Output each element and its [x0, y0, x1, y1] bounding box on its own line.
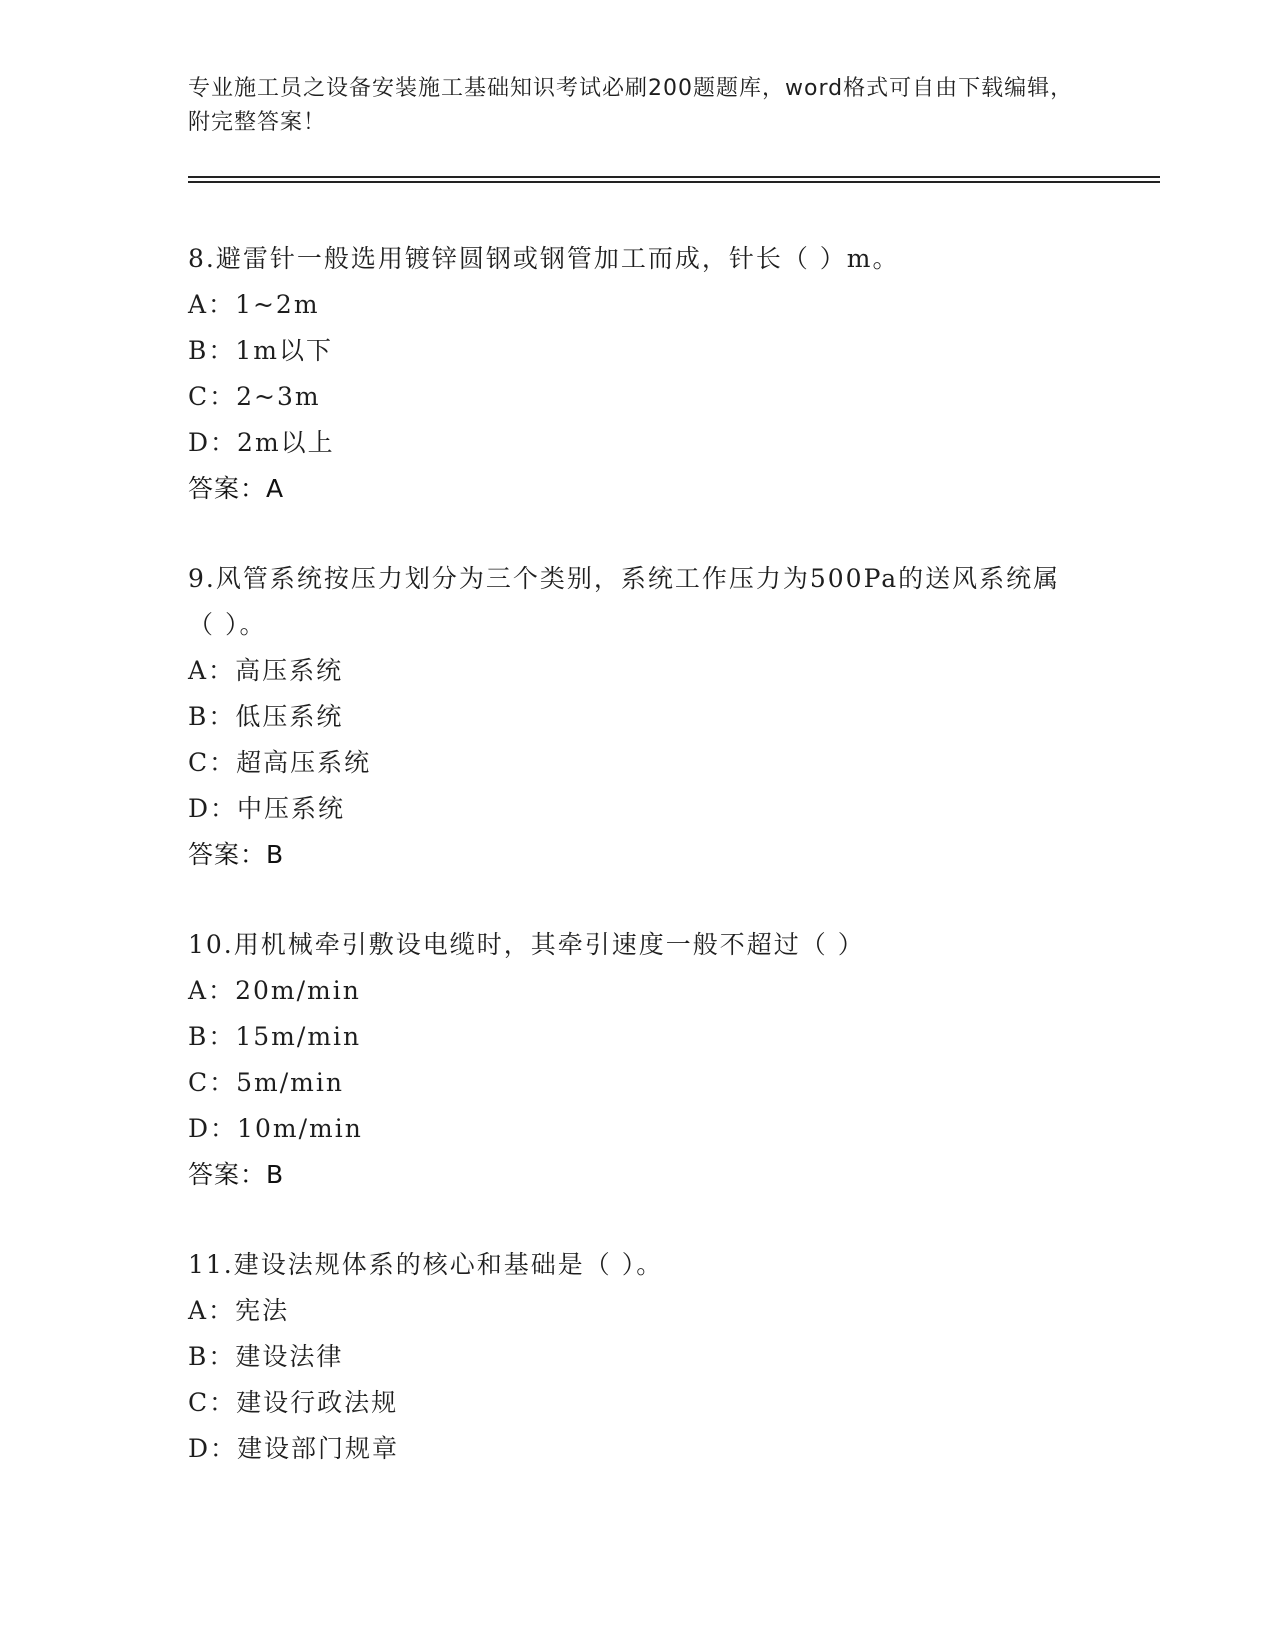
option-letter: C： [188, 1388, 237, 1417]
option-letter: B： [188, 336, 236, 365]
option-letter: D： [188, 794, 238, 823]
option-d [188, 786, 1088, 832]
option-letter: B： [188, 1342, 236, 1371]
option-letter: A： [188, 290, 236, 319]
option-a [188, 968, 1088, 1014]
option-text: 建设部门规章 [237, 1434, 400, 1463]
option-letter: C： [188, 1068, 237, 1097]
header-divider-top [188, 176, 1160, 178]
option-letter: A： [188, 1296, 236, 1325]
option-text: 宪法 [235, 1296, 290, 1325]
option-c [188, 374, 1088, 420]
question-stem: 8.避雷针一般选用镀锌圆钢或钢管加工而成，针长（ ）m。 [188, 244, 900, 273]
question-list [188, 236, 1088, 1516]
question-stem: 10.用机械牵引敷设电缆时，其牵引速度一般不超过（ ） [188, 930, 865, 959]
option-text: 建设法律 [235, 1342, 344, 1371]
document-header: 专业施工员之设备安装施工基础知识考试必刷200题题库，word格式可自由下载编辑，附完整答案！ [188, 76, 1074, 135]
option-letter: A： [188, 976, 236, 1005]
option-d [188, 1106, 1088, 1152]
option-letter: D： [188, 1114, 238, 1143]
option-a [188, 648, 1088, 694]
option-c [188, 1380, 1088, 1426]
option-c [188, 740, 1088, 786]
header-divider-bottom [188, 181, 1160, 183]
option-text: 10m/min [237, 1114, 363, 1143]
option-a [188, 1288, 1088, 1334]
option-b [188, 694, 1088, 740]
option-b [188, 1334, 1088, 1380]
option-letter: B： [188, 1022, 236, 1051]
option-text: 20m/min [235, 976, 361, 1005]
option-text: 超高压系统 [236, 748, 372, 777]
question-stem: 9.风管系统按压力划分为三个类别，系统工作压力为500Pa的送风系统属（ ）。 [188, 564, 1061, 639]
option-d [188, 420, 1088, 466]
option-text: 15m/min [235, 1022, 362, 1051]
option-letter: D： [188, 428, 238, 457]
question-item [188, 922, 1088, 1198]
question-item [188, 1242, 1088, 1472]
option-text: 中压系统 [237, 794, 346, 823]
option-c [188, 1060, 1088, 1106]
answer-line: 答案：B [188, 1160, 285, 1189]
option-d [188, 1426, 1088, 1472]
option-letter: C： [188, 382, 237, 411]
question-item [188, 556, 1088, 878]
option-text: 1m以下 [235, 336, 333, 365]
option-text: 低压系统 [235, 702, 344, 731]
option-b [188, 328, 1088, 374]
option-text: 建设行政法规 [236, 1388, 399, 1417]
option-letter: D： [188, 1434, 238, 1463]
answer-line: 答案：A [188, 474, 285, 503]
option-a [188, 282, 1088, 328]
option-letter: B： [188, 702, 236, 731]
option-b [188, 1014, 1088, 1060]
option-text: 2~3m [236, 382, 321, 411]
option-text: 高压系统 [235, 656, 344, 685]
option-text: 2m以上 [237, 428, 335, 457]
answer-line: 答案：B [188, 840, 285, 869]
question-stem: 11.建设法规体系的核心和基础是（ ）。 [188, 1250, 664, 1279]
option-letter: A： [188, 656, 236, 685]
option-text: 5m/min [236, 1068, 344, 1097]
option-letter: C： [188, 748, 237, 777]
question-item [188, 236, 1088, 512]
option-text: 1~2m [235, 290, 320, 319]
